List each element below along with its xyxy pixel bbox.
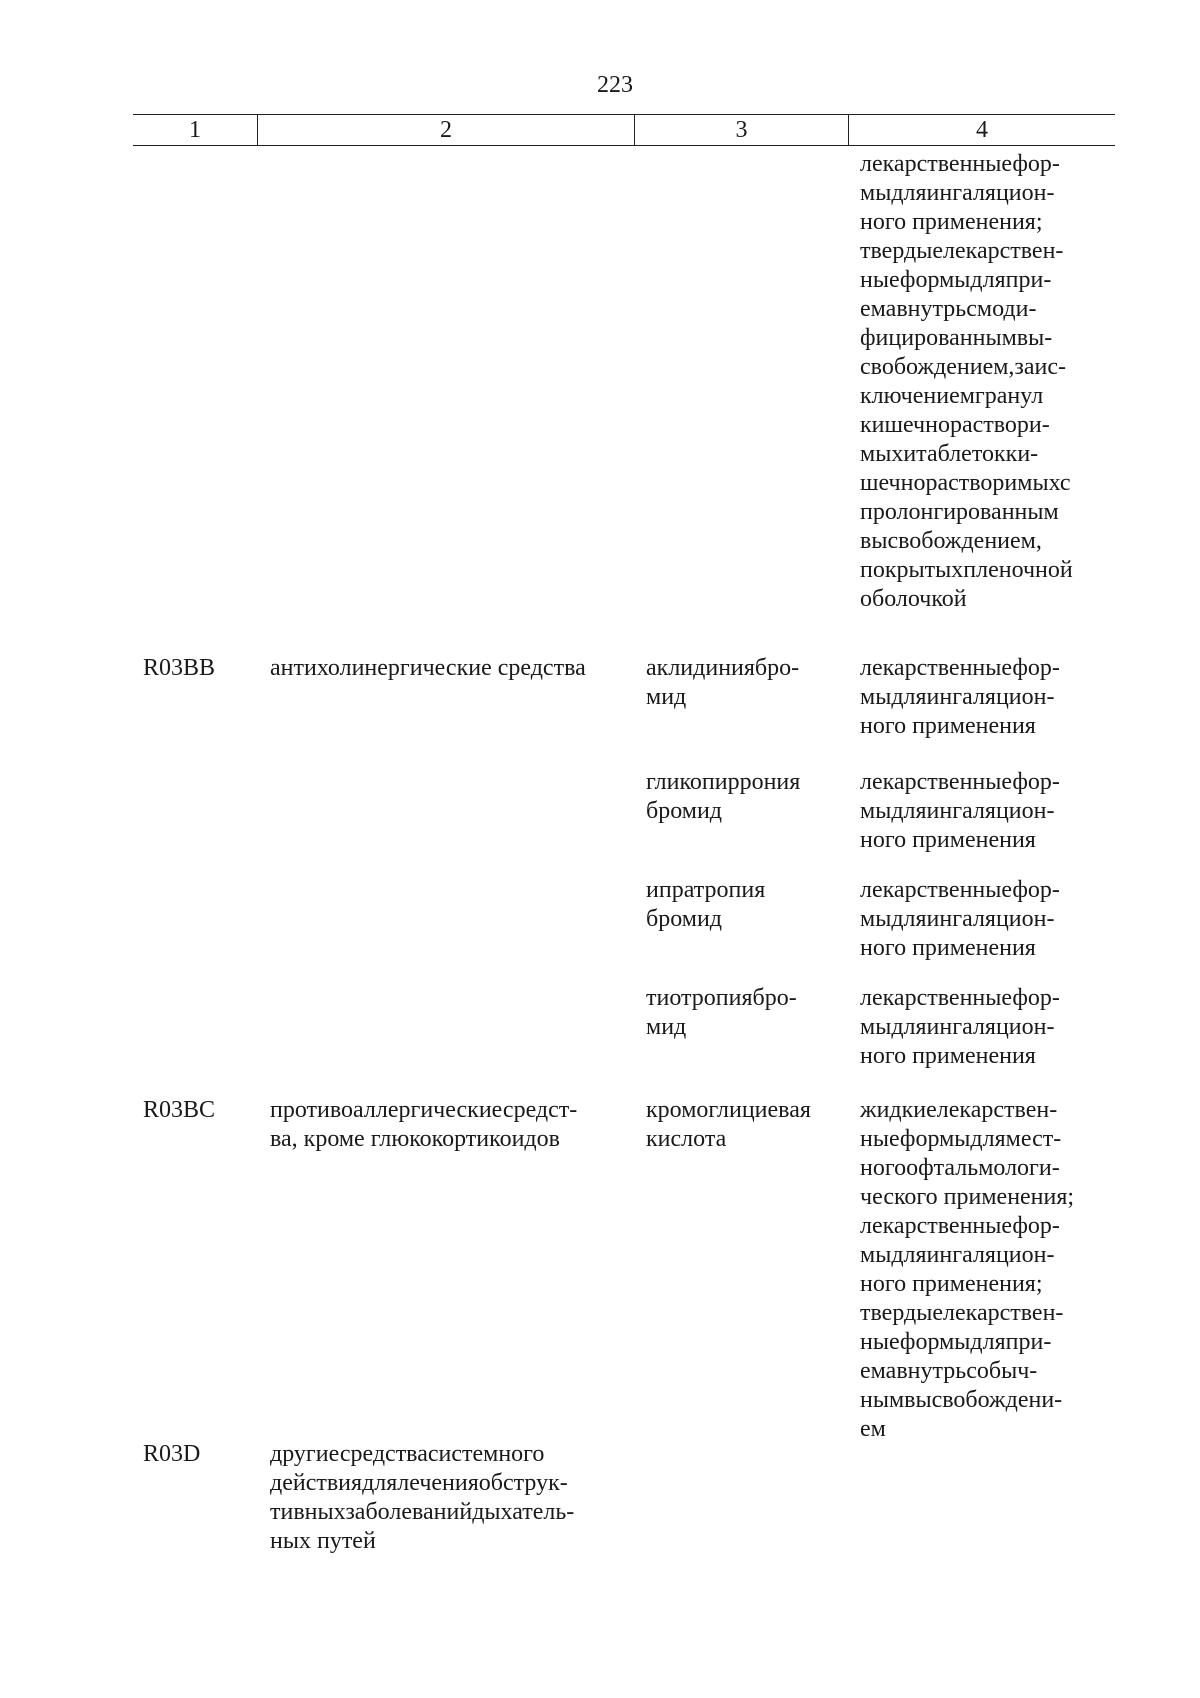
cell-line: ипратропия bbox=[646, 877, 766, 903]
cell-line: кромоглициевая bbox=[646, 1097, 811, 1123]
cell-line: ных путей bbox=[270, 1528, 376, 1554]
cell-line: ного применения bbox=[860, 827, 1036, 853]
cell-line: ческого применения; bbox=[860, 1184, 1075, 1210]
cell-line: ем bbox=[860, 1416, 886, 1442]
row-drug bbox=[646, 1096, 840, 1154]
row-form bbox=[860, 876, 1104, 963]
cell-line: бромид bbox=[646, 906, 722, 932]
cell-line: ногоофтальмологи- bbox=[860, 1155, 1060, 1181]
cell-line: ного применения; bbox=[860, 1271, 1043, 1297]
cell-line: ныеформыдлямест- bbox=[860, 1126, 1062, 1152]
cell-line: ного применения; bbox=[860, 209, 1043, 235]
row-form bbox=[860, 768, 1104, 855]
cell-line: противоаллергическиесредст- bbox=[270, 1097, 578, 1123]
cell-line: мыдляингаляцион- bbox=[860, 906, 1055, 932]
cell-line: ныеформыдляпри- bbox=[860, 1329, 1052, 1355]
table-header bbox=[133, 114, 1115, 146]
column-header-3: 3 bbox=[634, 115, 848, 145]
cell-line: пролонгированным bbox=[860, 499, 1059, 525]
cell-line: ныеформыдляпри- bbox=[860, 267, 1052, 293]
cell-line: твердыелекарствен- bbox=[860, 238, 1064, 264]
cell-line: лекарственныефор- bbox=[860, 655, 1060, 681]
cell-line: ключениемгранул bbox=[860, 383, 1044, 409]
row-drug bbox=[646, 984, 840, 1042]
cell-line: лекарственныефор- bbox=[860, 877, 1060, 903]
row-group bbox=[270, 1096, 630, 1154]
row-form bbox=[860, 654, 1104, 741]
row-drug bbox=[646, 768, 840, 826]
cell-line: мыдляингаляцион- bbox=[860, 1014, 1055, 1040]
cell-line: мид bbox=[646, 684, 687, 710]
row-code: R03D bbox=[143, 1441, 201, 1467]
row-group bbox=[270, 654, 630, 683]
row-drug bbox=[646, 654, 840, 712]
cell-line: тивныхзаболеванийдыхатель- bbox=[270, 1499, 575, 1525]
cell-line: фицированнымвы- bbox=[860, 325, 1053, 351]
row-drug bbox=[646, 876, 840, 934]
column-header-4: 4 bbox=[848, 115, 1115, 145]
cell-line: кишечнораствори- bbox=[860, 412, 1050, 438]
continuation-form-cell bbox=[860, 150, 1104, 614]
row-form bbox=[860, 984, 1104, 1071]
cell-line: аклидиниябро- bbox=[646, 655, 800, 681]
cell-line: другиесредствасистемного bbox=[270, 1441, 545, 1467]
cell-line: лекарственныефор- bbox=[860, 769, 1060, 795]
cell-line: мыдляингаляцион- bbox=[860, 180, 1055, 206]
cell-line: мыдляингаляцион- bbox=[860, 684, 1055, 710]
cell-line: ного применения bbox=[860, 935, 1036, 961]
cell-line: оболочкой bbox=[860, 586, 967, 612]
column-header-1: 1 bbox=[189, 117, 201, 143]
cell-line: лекарственныефор- bbox=[860, 985, 1060, 1011]
cell-line: жидкиелекарствен- bbox=[860, 1097, 1058, 1123]
cell-line: ва, кроме глюкокортикоидов bbox=[270, 1126, 560, 1152]
row-form bbox=[860, 1096, 1104, 1444]
cell-line: покрытыхпленочной bbox=[860, 557, 1073, 583]
cell-line: мыдляингаляцион- bbox=[860, 798, 1055, 824]
cell-line: мыхитаблетокки- bbox=[860, 441, 1039, 467]
cell-line: антихолинергические средства bbox=[270, 655, 586, 681]
cell-line: емавнутрьсмоди- bbox=[860, 296, 1037, 322]
cell-line: действиядлялеченияобструк- bbox=[270, 1470, 568, 1496]
cell-line: кислота bbox=[646, 1126, 727, 1152]
cell-line: шечнорастворимыхс bbox=[860, 470, 1071, 496]
row-group bbox=[270, 1440, 630, 1556]
cell-line: лекарственныефор- bbox=[860, 151, 1060, 177]
cell-line: ного применения bbox=[860, 1043, 1036, 1069]
row-code: R03BB bbox=[143, 655, 216, 681]
cell-line: тиотропиябро- bbox=[646, 985, 797, 1011]
column-header-2: 2 bbox=[257, 115, 634, 145]
cell-line: лекарственныефор- bbox=[860, 1213, 1060, 1239]
row-code: R03BC bbox=[143, 1097, 216, 1123]
cell-line: твердыелекарствен- bbox=[860, 1300, 1064, 1326]
cell-line: нымвысвобождени- bbox=[860, 1387, 1063, 1413]
cell-line: мыдляингаляцион- bbox=[860, 1242, 1055, 1268]
cell-line: мид bbox=[646, 1014, 687, 1040]
cell-line: свобождением,заис- bbox=[860, 354, 1067, 380]
cell-line: высвобождением, bbox=[860, 528, 1042, 554]
page-number: 223 bbox=[597, 72, 633, 98]
cell-line: бромид bbox=[646, 798, 722, 824]
cell-line: гликопиррония bbox=[646, 769, 801, 795]
cell-line: емавнутрьсобыч- bbox=[860, 1358, 1038, 1384]
cell-line: ного применения bbox=[860, 713, 1036, 739]
